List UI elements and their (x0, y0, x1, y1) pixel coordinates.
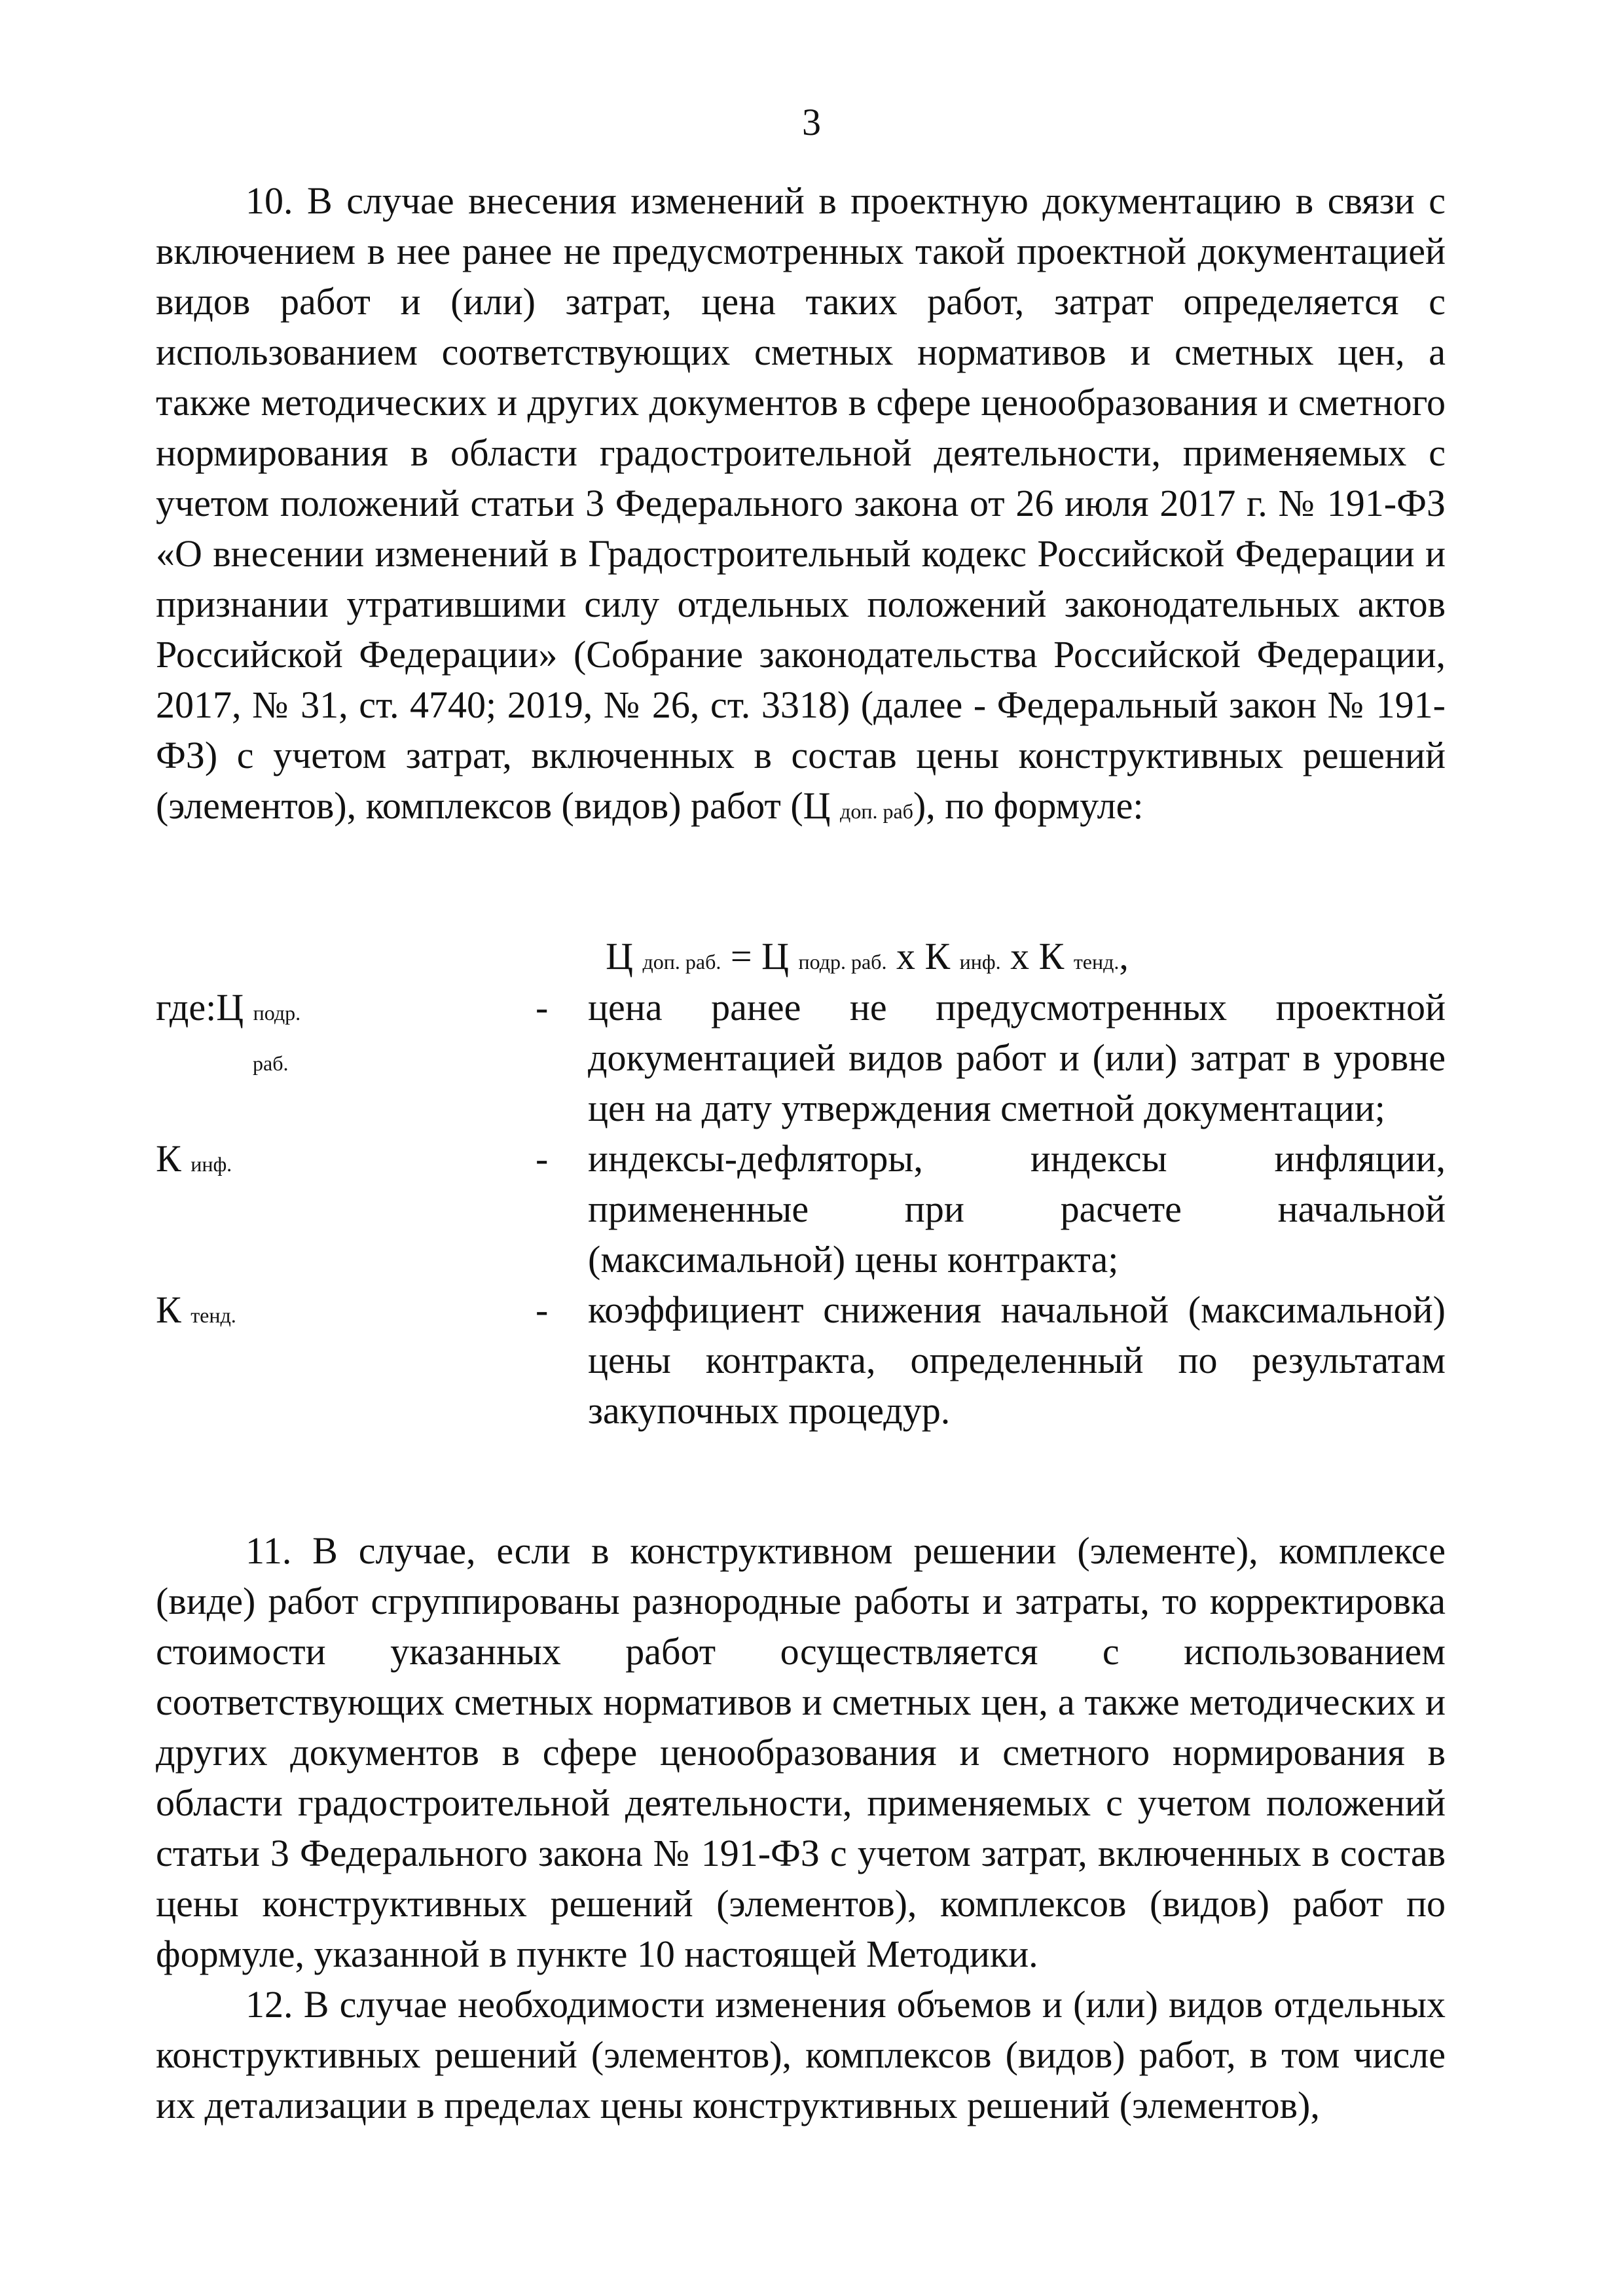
legend-term-1 (156, 982, 418, 1089)
legend-term-2 (156, 1133, 418, 1190)
paragraph-11: 11. В случае, если в конструктивном решении (элементе), комплексе (виде) работ сгруппированы разнородные работы и затраты, то корректировка стоимости указанных работ осуществляется с использованием соответствующих сметных нормативов и сметных цен, а также методических и других документов в сфере ценообразования и сметного нормирования в области градостроительной деятельности, применяемых с учетом положений статьи 3 Федерального закона № 191-ФЗ с учетом затрат, включенных в состав цены конструктивных решений (элементов), комплексов (видов) работ по формуле, указанной в пункте 10 настоящей Методики. (156, 1529, 1446, 1975)
legend-dash-2: - (536, 1137, 549, 1180)
legend-term-3-sub: тенд. (191, 1303, 236, 1327)
formula-term3-sub: тенд. (1073, 950, 1120, 974)
formula-term2-sub: инф. (959, 950, 1001, 974)
formula-end: , (1119, 935, 1129, 977)
legend-term-2-letter: К (156, 1137, 181, 1180)
formula-lhs-sub: доп. раб. (642, 950, 721, 974)
paragraph-10-tail: ), по формуле: (913, 784, 1144, 827)
legend-term-3-letter: К (156, 1288, 181, 1331)
legend-dash-3: - (536, 1288, 549, 1331)
paragraph-12: 12. В случае необходимости изменения объемов и (или) видов отдельных конструктивных решений (элементов), комплексов (видов) работ, в том числе их детализации в пределах цены конструктивных решений (элементов), (156, 1983, 1446, 2126)
legend-dash-1: - (536, 986, 549, 1029)
legend-term-2-sub: инф. (191, 1152, 232, 1176)
formula-lhs: Ц (606, 935, 633, 977)
legend-term-3 (156, 1285, 418, 1341)
paragraph-10-body: 10. В случае внесения изменений в проектную документацию в связи с включением в нее ранее не предусмотренных такой проектной документацией видов работ и (или) затрат, цена таких работ, затрат определяется с использованием соответствующих сметных нормативов и сметных цен, а также методических и других документов в сфере ценообразования и сметного нормирования в области градостроительной деятельности, применяемых с учетом положений статьи 3 Федерального закона от 26 июля 2017 г. № 191-ФЗ «О внесении изменений в Градостроительный кодекс Российской Федерации и признании утратившими силу отдельных положений законодательных актов Российской Федерации» (Собрание законодательства Российской Федерации, 2017, № 31, ст. 4740; 2019, № 26, ст. 3318) (далее - Федеральный закон № 191-ФЗ) с учетом затрат, включенных в состав цены конструктивных решений (элементов), комплексов (видов) работ (Ц (156, 179, 1446, 827)
formula-times-1: х К (886, 935, 951, 977)
formula-equals: = Ц (721, 935, 789, 977)
formula (0, 931, 1623, 987)
legend-where-label: где:Ц (156, 986, 244, 1029)
price-subscript: доп. раб (840, 799, 913, 823)
formula-times-2: х К (1000, 935, 1065, 977)
formula-term1-sub: подр. раб. (798, 950, 887, 974)
legend-desc-1: цена ранее не предусмотренных проектной документацией видов работ и (или) затрат в уровне цен на дату утверждения сметной документации; (588, 986, 1446, 1129)
page-number: 3 (802, 101, 821, 143)
legend-where-sub2: раб. (253, 1051, 289, 1075)
legend-desc-2: индексы-дефляторы, индексы инфляции, примененные при расчете начальной (максимальной) цены контракта; (588, 1137, 1446, 1281)
legend-where-sub: подр. (253, 1001, 301, 1025)
paragraph-10 (156, 175, 1446, 837)
legend-desc-3: коэффициент снижения начальной (максимальной) цены контракта, определенный по результатам закупочных процедур. (588, 1288, 1446, 1432)
